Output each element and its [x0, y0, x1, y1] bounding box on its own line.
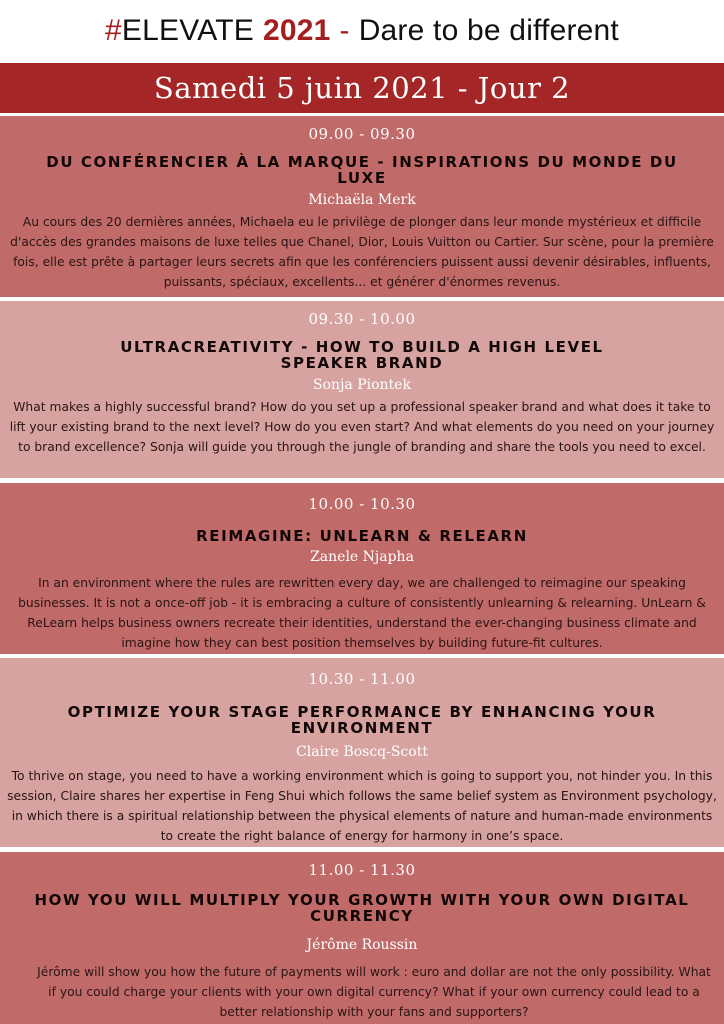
session-block: [0, 852, 724, 1024]
header-separator: -: [339, 14, 350, 47]
session-time: 10.00 - 10.30: [308, 495, 416, 513]
session-time: 10.30 - 11.00: [308, 670, 416, 688]
session-description: To thrive on stage, you need to have a working environment which is going to support you, not hinder you. In this session, Claire shares her expertise in Feng Shui which follows the same belief system as Environment psychology, in which there is a spiritual relationship between the physical elements of nature and human-made environments to create the right balance of energy for harmony in one’s space.: [7, 769, 717, 843]
session-title: DU CONFÉRENCIER À LA MARQUE - INSPIRATIONS DU MONDE DU LUXE: [46, 153, 678, 187]
session-title: REIMAGINE: UNLEARN & RELEARN: [196, 527, 528, 545]
session-speaker: Sonja Piontek: [313, 377, 411, 393]
session-block: [0, 116, 724, 297]
day-banner: Samedi 5 juin 2021 - Jour 2: [0, 63, 724, 113]
event-header: [0, 0, 724, 62]
session-title: OPTIMIZE YOUR STAGE PERFORMANCE BY ENHANCING YOUR ENVIRONMENT: [67, 703, 657, 737]
session-description: In an environment where the rules are rewritten every day, we are challenged to reimagine our speaking businesses. It is not a once-off job - it is embracing a culture of consistently unlearning & relearning. UnLearn & ReLearn helps business owners recreate their identities, understand the ever-changing business climate and imagine how they can best position themselves by building future-fit cultures.: [18, 576, 706, 650]
session-description: What makes a highly successful brand? How do you set up a professional speaker brand and what does it take to lift your existing brand to the next level? How do you even start? And what elements do you need on your journey to brand excellence? Sonja will guide you through the jungle of branding and share the tools you need to excel.: [9, 400, 715, 454]
session-speaker: Zanele Njapha: [310, 549, 414, 565]
session-speaker: Jérôme Roussin: [306, 937, 418, 953]
session-block: [0, 301, 724, 478]
header-hash: #: [105, 14, 122, 47]
header-brand: ELEVATE: [121, 14, 254, 47]
header-year: 2021: [262, 14, 331, 47]
session-time: 09.30 - 10.00: [308, 310, 416, 328]
session-title: ULTRACREATIVITY - HOW TO BUILD A HIGH LEVEL SPEAKER BRAND: [120, 338, 604, 372]
session-description: Au cours des 20 dernières années, Michaela eu le privilège de plonger dans leur monde mystérieux et difficile d'accès des grandes maisons de luxe telles que Chanel, Dior, Louis Vuitton ou Cartier. Sur scène, pour la première fois, elle est prête à partager leurs secrets afin que les conférenciers puissent aussi devenir désirables, influents, puissants, spéciaux, excellents... et générer d'énormes revenus.: [10, 215, 714, 289]
session-title: HOW YOU WILL MULTIPLY YOUR GROWTH WITH YOUR OWN DIGITAL CURRENCY: [34, 891, 690, 925]
session-block: [0, 658, 724, 847]
header-tagline: Dare to be different: [358, 14, 619, 47]
session-block: [0, 483, 724, 654]
session-speaker: Michaëla Merk: [308, 192, 416, 208]
session-description: Jérôme will show you how the future of payments will work : euro and dollar are not the only possibility. What if you could charge your clients with your own digital currency? What if your own currency could lead to a better relationship with your fans and supporters?: [37, 965, 711, 1019]
session-time: 11.00 - 11.30: [308, 861, 416, 879]
session-time: 09.00 - 09.30: [308, 125, 416, 143]
session-speaker: Claire Boscq-Scott: [296, 744, 428, 760]
